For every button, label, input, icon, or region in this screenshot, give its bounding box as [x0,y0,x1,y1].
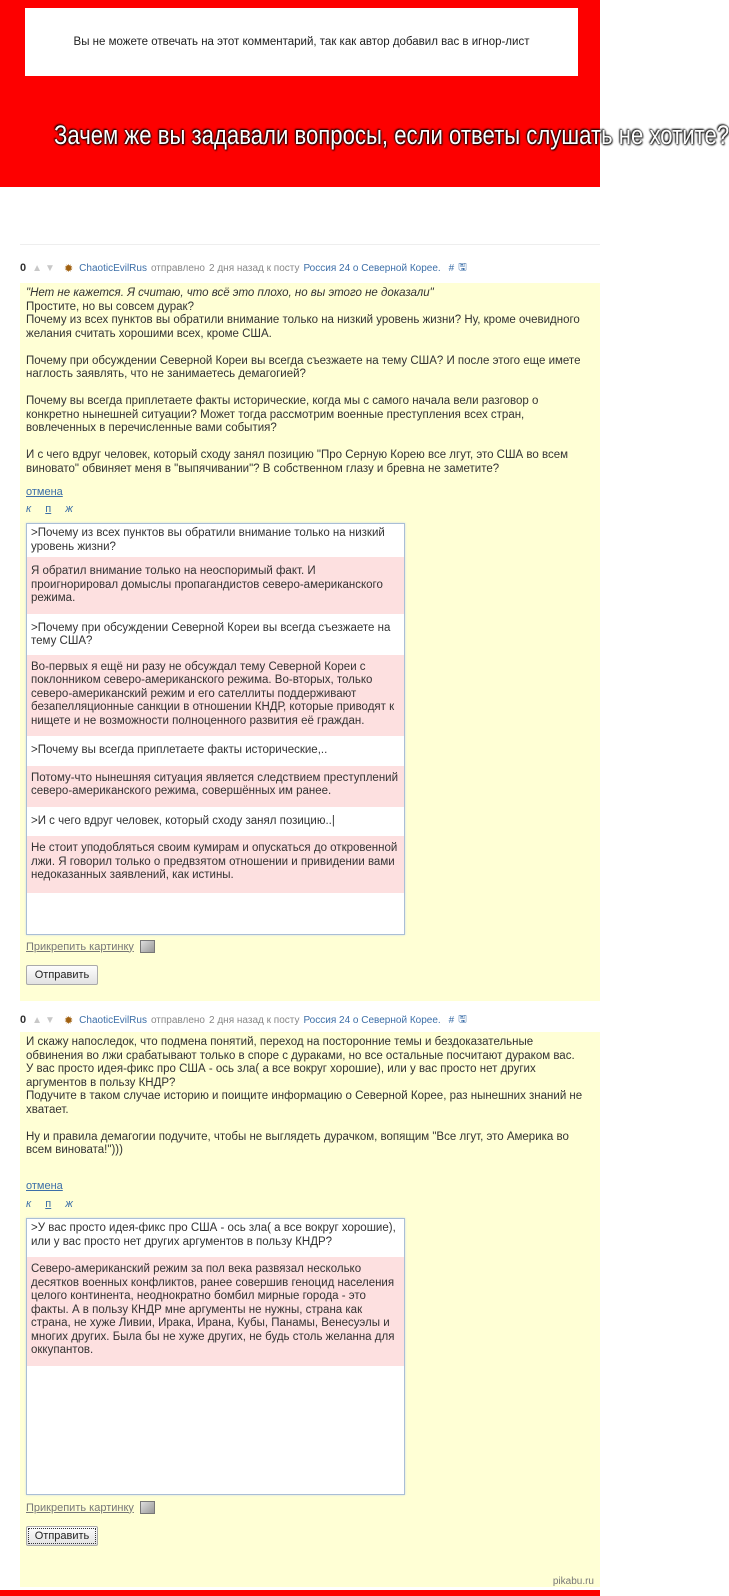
italic-button[interactable]: к [26,1198,32,1210]
comment-meta [20,260,467,276]
banner-caption: Зачем же вы задавали вопросы, если ответы слушать не хотите? [54,120,729,150]
reply-quote: >Почему из всех пунктов вы обратили внимание только на низкий уровень жизни? [27,524,404,557]
format-toolbar [26,503,84,515]
italic-button[interactable]: к [26,503,32,515]
comment-meta [20,1012,467,1028]
cancel-link[interactable]: отмена [26,486,63,498]
reply-textarea[interactable] [26,1218,405,1495]
permalink[interactable]: # [448,262,455,274]
image-icon[interactable] [140,1501,155,1514]
comment-score: 0 [20,1014,27,1026]
author-link[interactable]: ChaoticEvilRus [79,262,147,274]
reply-quote: >Почему при обсуждении Северной Кореи вы всегда съезжаете на тему США? [27,614,404,655]
user-icon: ✹ [63,1014,74,1027]
comment-line: И с чего вдруг человек, который сходу занял позицию "Про Серную Корею все лгут, это США во всем виновато" обвиняет меня в "выпячивании"? В собственном глазу и бревна не заметите? [26,449,568,475]
comment-time: 2 дня назад к посту [209,1014,300,1026]
comment-block [20,283,600,1001]
format-toolbar [26,1198,84,1210]
sent-label: отправлено [150,262,205,274]
sent-label: отправлено [150,1014,205,1026]
vote-up-icon[interactable]: ▲ [32,1014,43,1026]
reply-quote: >И с чего вдруг человек, который сходу занял позицию..| [27,807,404,837]
quote-line: "Нет не кажется. Я считаю, что всё это плохо, но вы этого не доказали" [26,287,434,299]
post-link[interactable]: Россия 24 о Северной Корее. [303,1014,441,1026]
attach-label[interactable]: Прикрепить картинку [26,1501,134,1514]
vote-up-icon[interactable]: ▲ [32,262,43,274]
underline-button[interactable]: п [45,1198,52,1210]
underline-button[interactable]: п [45,503,52,515]
comment-line: Простите, но вы совсем дурак? [26,300,194,313]
watermark: pikabu.ru [552,1576,594,1587]
reply-textarea[interactable] [26,523,405,935]
comment-line: У вас просто идея-фикс про США - ось зла( а все вокруг хорошие), или у вас просто нет других аргументов в пользу КНДР? [26,1063,536,1089]
permalink[interactable]: # [448,1014,455,1026]
bottom-red-bar [0,1590,600,1596]
save-icon[interactable]: 🖫 [458,1013,467,1025]
attach-image-link[interactable] [26,1501,155,1514]
reply-answer: Не стоит уподобляться своим кумирам и опускаться до откровенной лжи. Я говорил только о предвзятом отношении и привидении вами недоказанных заявлений, как истины. [27,836,404,893]
comment-line: И скажу напоследок, что подмена понятий, переход на посторонние темы и бездоказательные обвинения во лжи срабатывают только в споре с дураками, но все остальные посчитают дураком вас. [26,1036,575,1062]
red-banner [0,0,729,187]
cancel-link[interactable]: отмена [26,1180,63,1192]
image-icon[interactable] [140,940,155,953]
attach-image-link[interactable] [26,940,155,953]
reply-quote: >Почему вы всегда приплетаете факты исторические,.. [27,736,404,766]
reply-answer: Северо-американский режим за пол века развязал несколько десятков военных конфликтов, ранее совершив геноцид населения целого континента, неоднократно бомбил мирные города - это факты. А в пользу КНДР мне аргументы не нужны, страна как страна, не хуже Ливии, Ирака, Ирана, Кубы, Панамы, Венесуэлы и многих других. Была бы не хуже других, не будь столь желанна для оккупантов. [27,1257,404,1366]
author-link[interactable]: ChaoticEvilRus [79,1014,147,1026]
reply-quote: >У вас просто идея-фикс про США - ось зла( а все вокруг хорошие), или у вас просто нет других аргументов в пользу КНДР? [27,1219,404,1257]
attach-label[interactable]: Прикрепить картинку [26,940,134,953]
comment-line: Почему при обсуждении Северной Кореи вы всегда съезжаете на тему США? И после этого еще имете наглость заявлять, что не занимаетесь демагогией? [26,354,581,380]
comment-line: Ну и правила демагогии подучите, чтобы не выглядеть дурачком, вопящим "Все лгут, это Америка во всем виновата!"))) [26,1130,569,1156]
comment-text [26,1036,591,1158]
comment-line: Подучите в таком случае историю и поищите информацию о Северной Корее, раз нынешних знаний не хватает. [26,1090,583,1116]
save-icon[interactable]: 🖫 [458,261,467,273]
user-icon: ✹ [63,262,74,275]
divider [20,244,600,245]
vote-down-icon[interactable]: ▼ [45,1014,55,1026]
bold-button[interactable]: ж [65,1198,73,1210]
comment-block [20,1032,600,1587]
vote-down-icon[interactable]: ▼ [45,262,55,274]
comment-text [26,287,591,476]
comment-line: Почему из всех пунктов вы обратили внимание только на низкий уровень жизни? Ну, кроме очевидного желания считать хорошими всех, кроме США. [26,314,580,340]
ignore-notice: Вы не можете отвечать на этот комментарий, так как автор добавил вас в игнор-лист [25,8,578,76]
bold-button[interactable]: ж [65,503,73,515]
reply-answer: Во-первых я ещё ни разу не обсуждал тему Северной Кореи с поклонником северо-американского режима. Во-вторых, только северо-американский режим и его сателлиты поддерживают безапелляционные санкции в отношении КНДР, которые приводят к нищете и не возможности полноценного развития её граждан. [27,655,404,737]
submit-button[interactable]: Отправить [26,965,98,985]
comment-time: 2 дня назад к посту [209,262,300,274]
comment-score: 0 [20,262,27,274]
comment-line: Почему вы всегда приплетаете факты исторические, когда мы с самого начала вели разговор о конкретно нынешней ситуации? Может тогда рассмотрим военные преступления всех стран, вовлеченных в перечисленные вами события? [26,395,539,434]
reply-answer: Я обратил внимание только на неоспоримый факт. И проигнорировал домыслы пропагандистов северо-американского режима. [27,557,404,614]
submit-button[interactable]: Отправить [26,1526,98,1546]
reply-answer: Потому-что нынешняя ситуация является следствием преступлений северо-американского режима, совершённых им ранее. [27,766,404,807]
post-link[interactable]: Россия 24 о Северной Корее. [303,262,441,274]
